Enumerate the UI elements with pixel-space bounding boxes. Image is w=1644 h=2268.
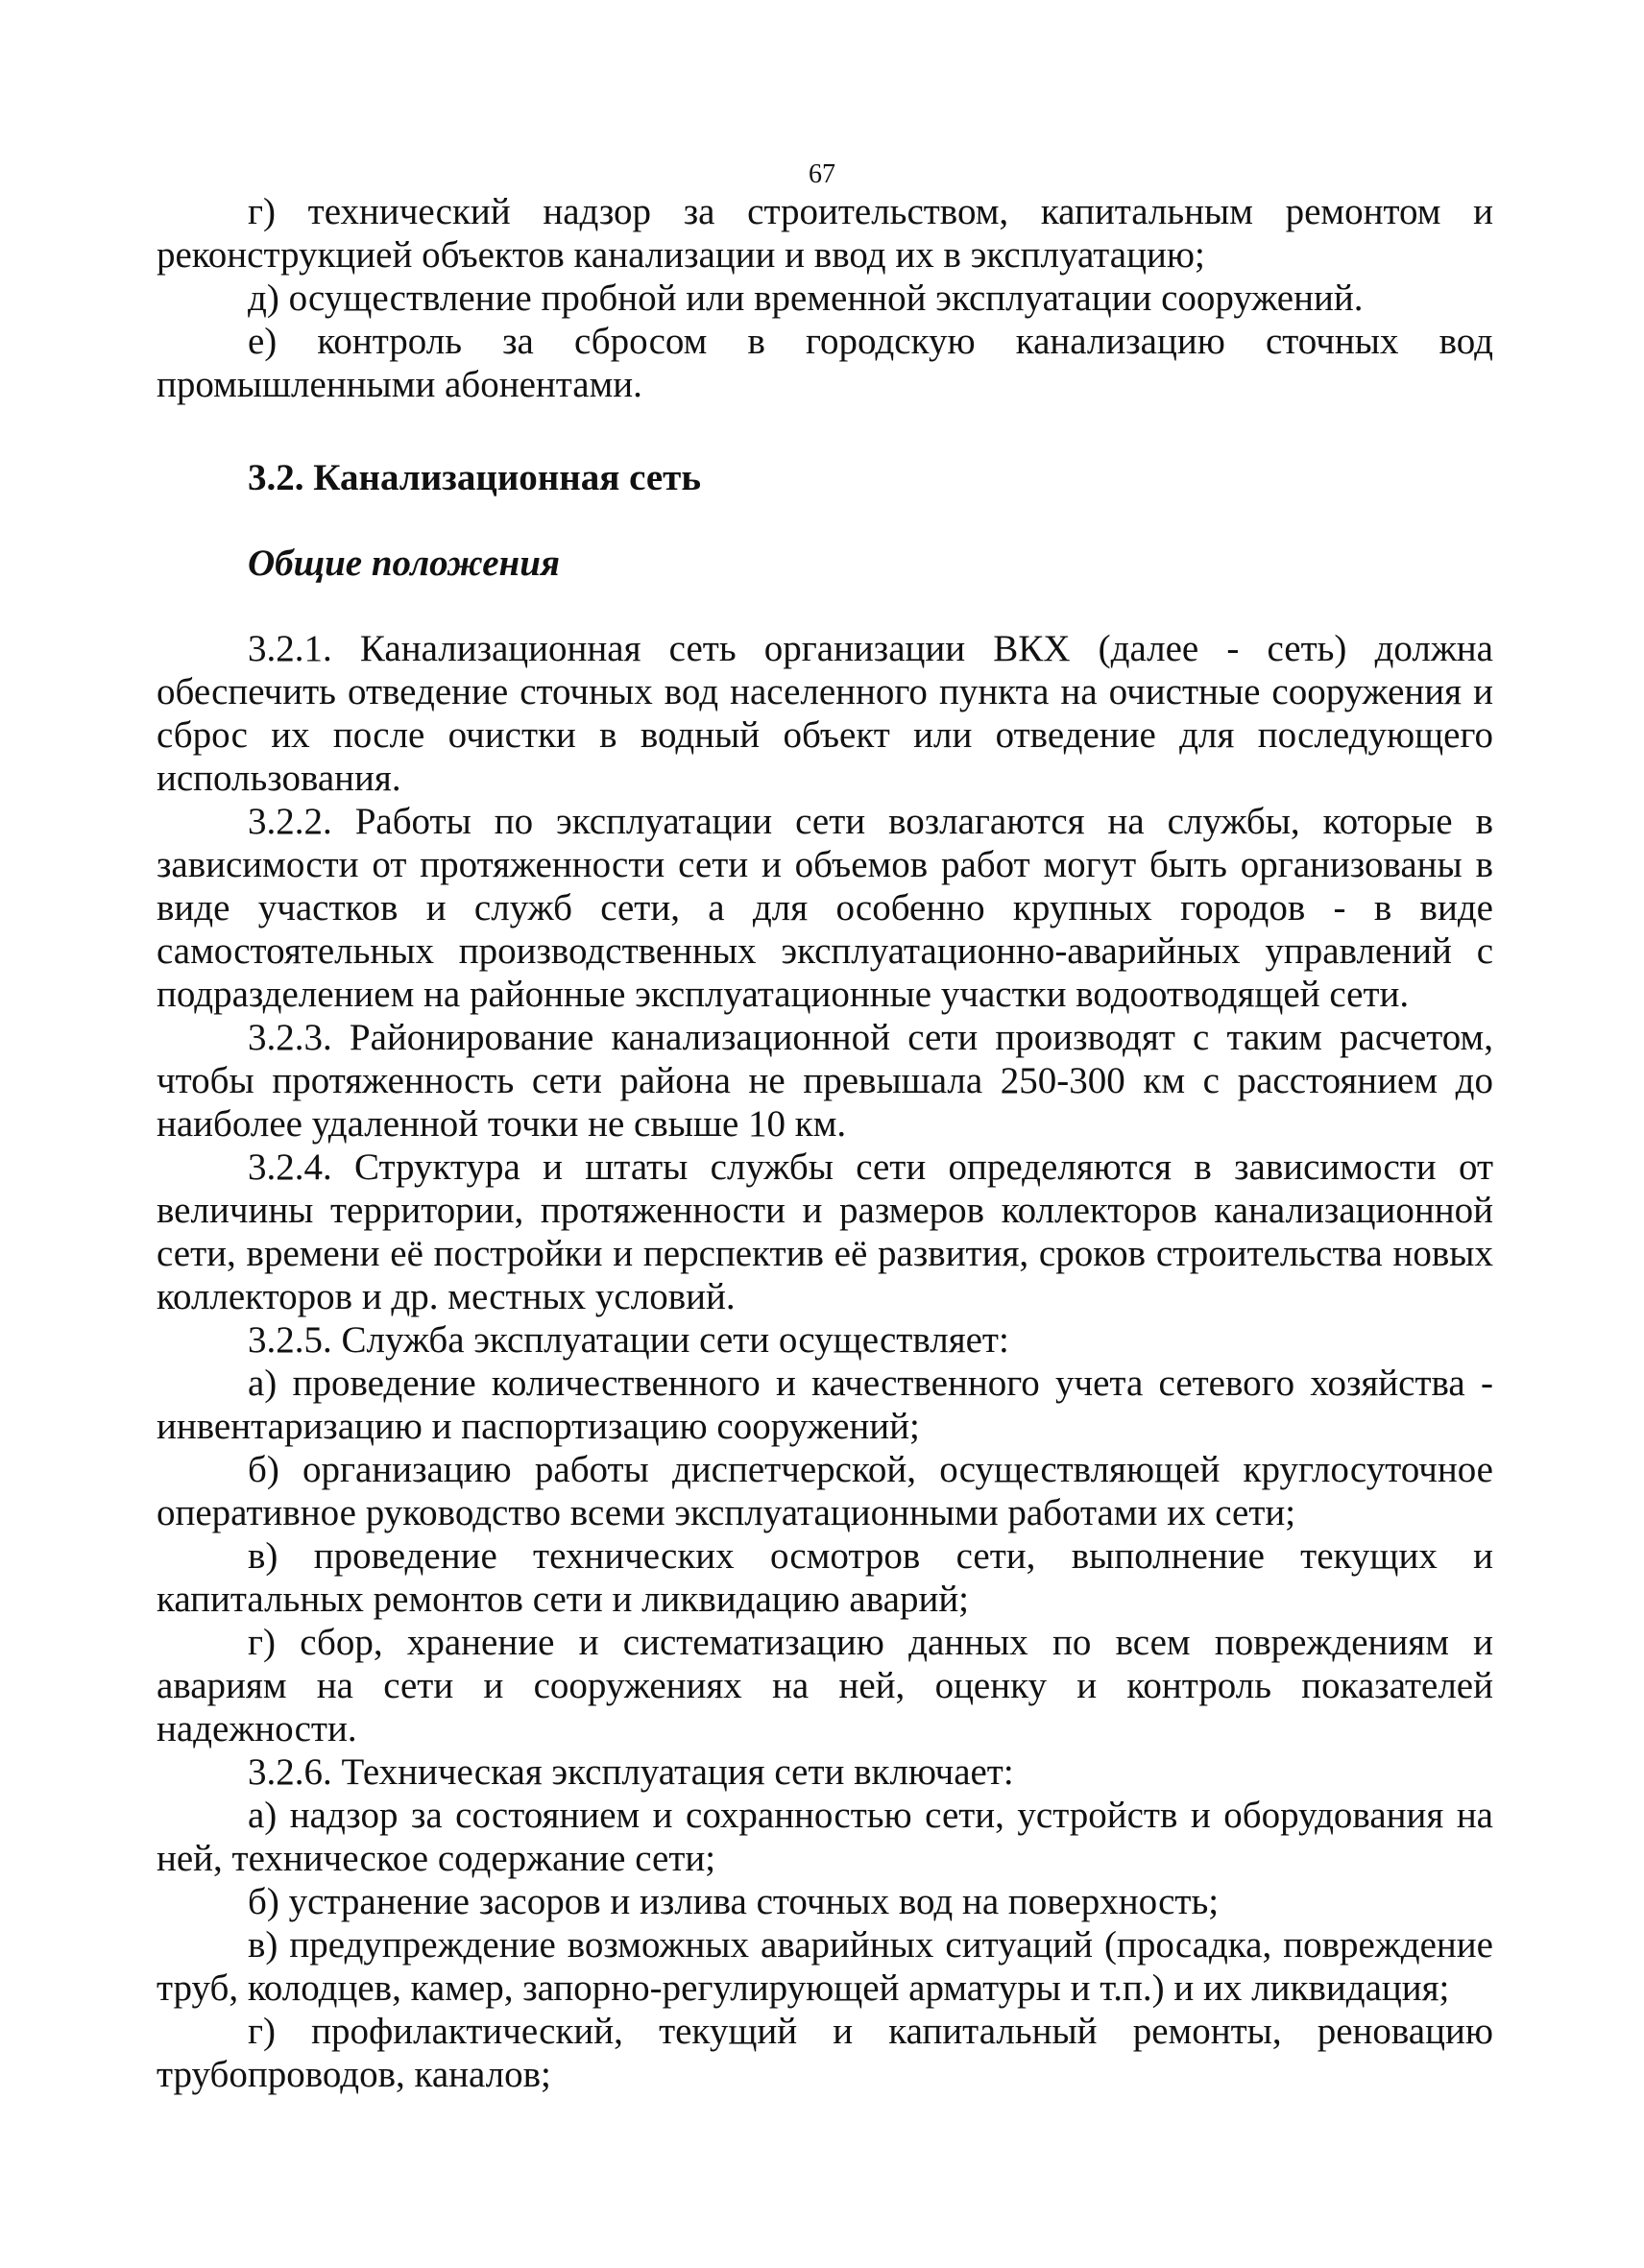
paragraph-3-2-1: 3.2.1. Канализационная сеть организации ВКХ (далее - сеть) должна обеспечить отведение сточных вод населенного пункта на очистные сооружения и сброс их после очистки в водный объект или отведение для последующего использования. (157, 628, 1493, 799)
paragraph-3-2-6-g: г) профилактический, текущий и капитальный ремонты, реновацию трубопроводов, каналов; (157, 2011, 1493, 2095)
page-number: 67 (809, 159, 835, 189)
document-body (157, 190, 1493, 2096)
section-heading: 3.2. Канализационная сеть (248, 457, 701, 498)
paragraph-3-2-5-a: а) проведение количественного и качественного учета сетевого хозяйства - инвентаризацию и паспортизацию сооружений; (157, 1363, 1493, 1447)
spacer (157, 406, 1493, 456)
section-subheading: Общие положения (248, 543, 560, 584)
paragraph-3-2-5: 3.2.5. Служба эксплуатации сети осуществляет: (248, 1319, 1009, 1361)
paragraph-3-2-6-a: а) надзор за состоянием и сохранностью сети, устройств и оборудования на ней, техническое содержание сети; (157, 1795, 1493, 1879)
paragraph-3-2-5-v: в) проведение технических осмотров сети, выполнение текущих и капитальных ремонтов сети и ликвидацию аварий; (157, 1535, 1493, 1620)
paragraph-3-2-4: 3.2.4. Структура и штаты службы сети определяются в зависимости от величины территории, протяженности и размеров коллекторов канализационной сети, времени её постройки и перспектив её развития, сроков строительства новых коллекторов и др. местных условий. (157, 1146, 1493, 1317)
paragraph-3-2-5-b: б) организацию работы диспетчерской, осуществляющей круглосуточное оперативное руководство всеми эксплуатационными работами их сети; (157, 1449, 1493, 1533)
paragraph-3-2-6-v: в) предупреждение возможных аварийных ситуаций (просадка, повреждение труб, колодцев, камер, запорно-регулирующей арматуры и т.п.) и их ликвидация; (157, 1924, 1493, 2009)
paragraph-3-2-3: 3.2.3. Районирование канализационной сети производят с таким расчетом, чтобы протяженность сети района не превышала 250-300 км с расстоянием до наиболее удаленной точки не свыше 10 км. (157, 1017, 1493, 1145)
list-item-d: д) осуществление пробной или временной эксплуатации сооружений. (248, 277, 1364, 319)
list-item-g: г) технический надзор за строительством, капитальным ремонтом и реконструкцией объектов канализации и ввод их в эксплуатацию; (157, 191, 1493, 276)
spacer (157, 499, 1493, 542)
paragraph-3-2-2: 3.2.2. Работы по эксплуатации сети возлагаются на службы, которые в зависимости от протяженности сети и объемов работ могут быть организованы в виде участков и служб сети, а для особенно крупных городов - в виде самостоятельных производственных эксплуатационно-аварийных управлений с подразделением на районные эксплуатационные участки водоотводящей сети. (157, 801, 1493, 1015)
paragraph-3-2-6: 3.2.6. Техническая эксплуатация сети включает: (248, 1751, 1014, 1793)
spacer (157, 585, 1493, 627)
list-item-e: е) контроль за сбросом в городскую канализацию сточных вод промышленными абонентами. (157, 321, 1493, 405)
paragraph-3-2-6-b: б) устранение засоров и излива сточных вод на поверхность; (248, 1881, 1220, 1922)
paragraph-3-2-5-g: г) сбор, хранение и систематизацию данных по всем повреждениям и авариям на сети и сооружениях на ней, оценку и контроль показателей надежности. (157, 1622, 1493, 1749)
